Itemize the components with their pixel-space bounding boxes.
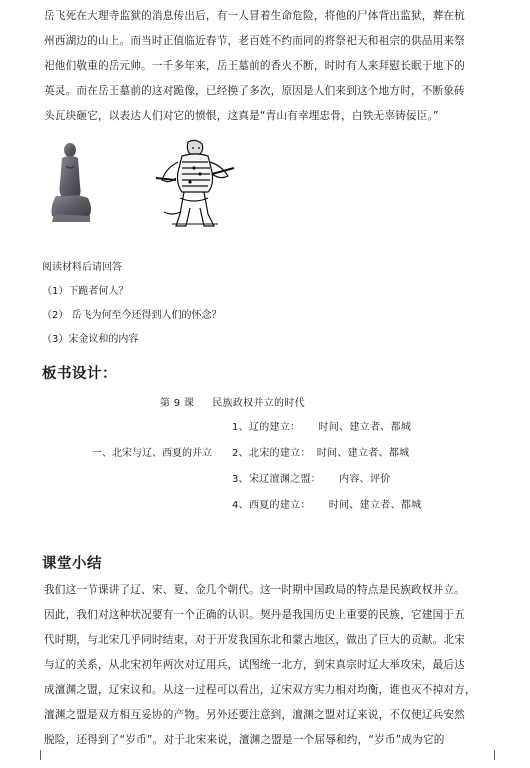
summary-line: 澶渊之盟是双方相互妥协的产物。另外还要注意到，澶渊之盟对辽来说，不仅使辽兵安然 [44,709,465,721]
intro-line: 头瓦块砸它，以表达人们对它的愤恨，这真是“青山有幸埋忠骨，白铁无辜铸佞臣。” [44,110,439,122]
summary-line: 成澶渊之盟，辽宋议和。从这一过程可以看出，辽宋双方实力相对均衡，谁也灭不掉对方， [44,684,476,696]
board-item-label: 4、西夏的建立： [232,500,311,511]
board-item-detail: 时间、建立者、都城 [328,500,422,511]
summary-line: 与辽的关系，从北宋初年两次对辽用兵，试图统一北方，到宋真宗时辽大举攻宋，最后达 [44,659,465,671]
board-item-detail: 时间、建立者、都城 [318,422,412,433]
lesson-number: 第 9 课 [160,398,195,409]
board-item [232,496,421,511]
question-item: （2） 岳飞为何至今还得到人们的怀念？ [42,310,222,321]
intro-line: 祀他们敬重的岳元帅。一千多年来，岳王墓前的香火不断，时时有人来拜慰长眠于地下的 [44,60,465,72]
board-main-point: 一、北宋与辽、西夏的并立 [92,448,212,459]
summary-line: 代时期，与北宋几乎同时结束，对于开发我国东北和蒙古地区，做出了巨大的贡献。北宋 [44,634,465,646]
intro-line: 英灵。而在岳王墓前的这对跪像，已经换了多次，原因是人们来到这个地方时，不断象砖 [44,85,465,97]
question-list [42,256,222,352]
page-corner-mark [494,750,505,760]
question-item: （1）下跪者何人？ [42,286,129,297]
board-item-detail: 时间、建立者、都城 [316,448,410,459]
kneeling-statue-image [42,136,98,224]
summary-line: 脱险，还得到了“岁币”。对于北宋来说，澶渊之盟是一个屈辱和约，“岁币”成为它的 [44,734,445,746]
lesson-name: 民族政权并立的时代 [212,398,305,409]
armored-general-image [152,138,236,230]
summary-heading: 课堂小结 [42,556,102,572]
board-item-label: 3、宋辽澶渊之盟： [232,474,322,485]
board-item [232,418,411,433]
board-item [232,470,391,485]
board-item-label: 1、辽的建立： [232,422,301,433]
question-prompt: 阅读材料后请回答 [42,262,122,273]
intro-line: 岳飞死在大理寺监狱的消息传出后，有一人冒着生命危险，将他的尸体背出监狱，葬在杭 [44,10,465,22]
board-lesson-title [160,394,305,409]
summary-line: 我们这一节课讲了辽、宋、夏、金几个朝代。这一时期中国政局的特点是民族政权并立。 [44,584,465,596]
question-item: （3）宋金议和的内容 [42,334,139,345]
intro-line: 州西湖边的山上。而当时正值临近春节，老百姓不约而同的将祭祀天和祖宗的供品用来祭 [44,35,465,47]
page-corner-mark [30,750,41,760]
summary-line: 因此，我们对这种状况要有一个正确的认识。契丹是我国历史上重要的民族，它建国于五 [44,609,465,621]
board-item [232,444,409,459]
board-item-detail: 内容、评价 [339,474,391,485]
board-item-label: 2、北宋的建立： [232,448,311,459]
board-heading: 板书设计： [42,366,117,382]
